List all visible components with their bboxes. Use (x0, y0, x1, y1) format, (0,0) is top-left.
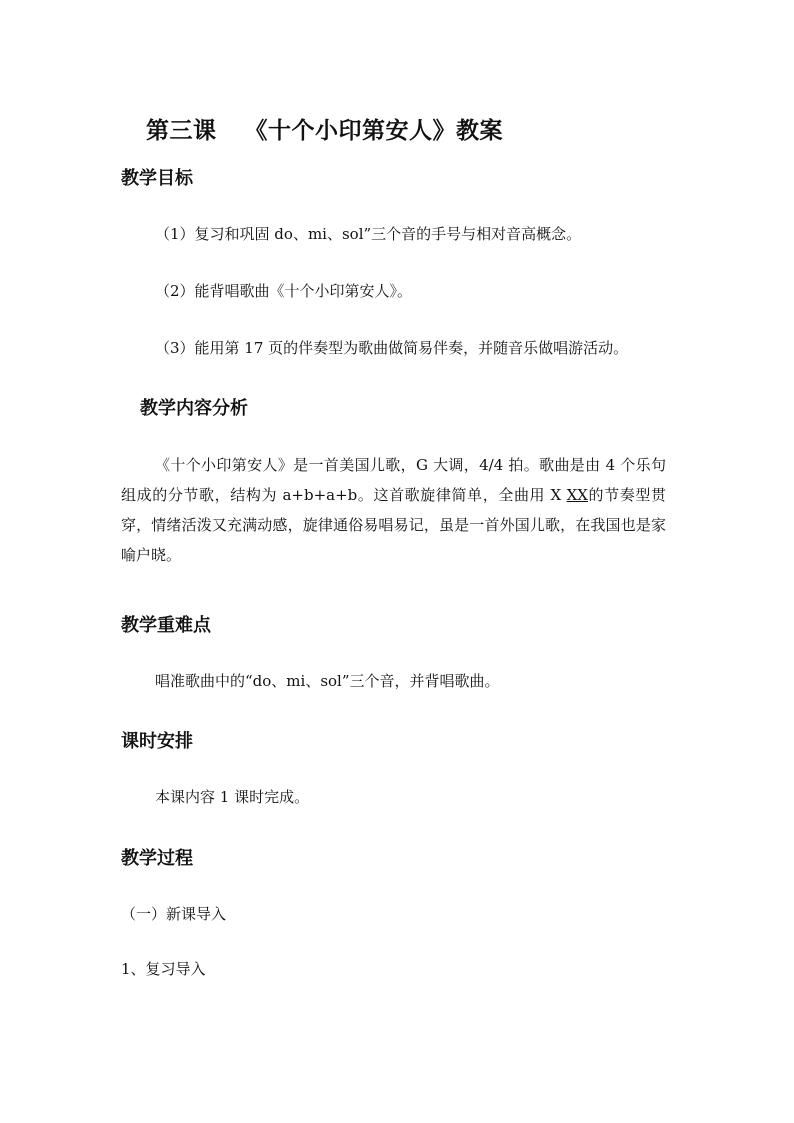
process-heading: 教学过程 (121, 848, 193, 869)
goal-item-2: （2）能背唱歌曲《十个小印第安人》。 (155, 282, 413, 300)
key-points-text: 唱准歌曲中的“do、mi、sol”三个音，并背唱歌曲。 (155, 672, 500, 690)
rhythm-notation: XX (566, 486, 588, 504)
lesson-number: 第三课 (146, 117, 217, 144)
lesson-name: 《十个小印第安人》教案 (244, 117, 503, 144)
analysis-text-a: 《十个小印第安人》是一首美国儿歌，G 大调，4/4 拍。歌曲是由 4 个乐句组成的分节歌，结构为 a+b+a+b。这首歌旋律简单，全曲用 X (121, 456, 666, 504)
schedule-text: 本课内容 1 课时完成。 (155, 788, 310, 806)
page-title (146, 112, 503, 145)
schedule-heading: 课时安排 (121, 731, 193, 752)
analysis-heading: 教学内容分析 (140, 398, 248, 419)
goal-item-1: （1）复习和巩固 do、mi、sol”三个音的手号与相对音高概念。 (155, 225, 582, 243)
analysis-paragraph (121, 450, 666, 570)
goal-item-3: （3）能用第 17 页的伴奏型为歌曲做简易伴奏，并随音乐做唱游活动。 (155, 339, 629, 357)
analysis-text-b: 的节奏型贯穿，情绪活泼又充满动感，旋律通俗易唱易记，虽是一首外国儿歌，在我国也是家喻户晓。 (121, 486, 666, 564)
process-step-1: （一）新课导入 (121, 905, 227, 923)
process-step-1-1: 1、复习导入 (121, 960, 206, 978)
goals-heading: 教学目标 (121, 168, 193, 189)
key-points-heading: 教学重难点 (121, 615, 211, 636)
